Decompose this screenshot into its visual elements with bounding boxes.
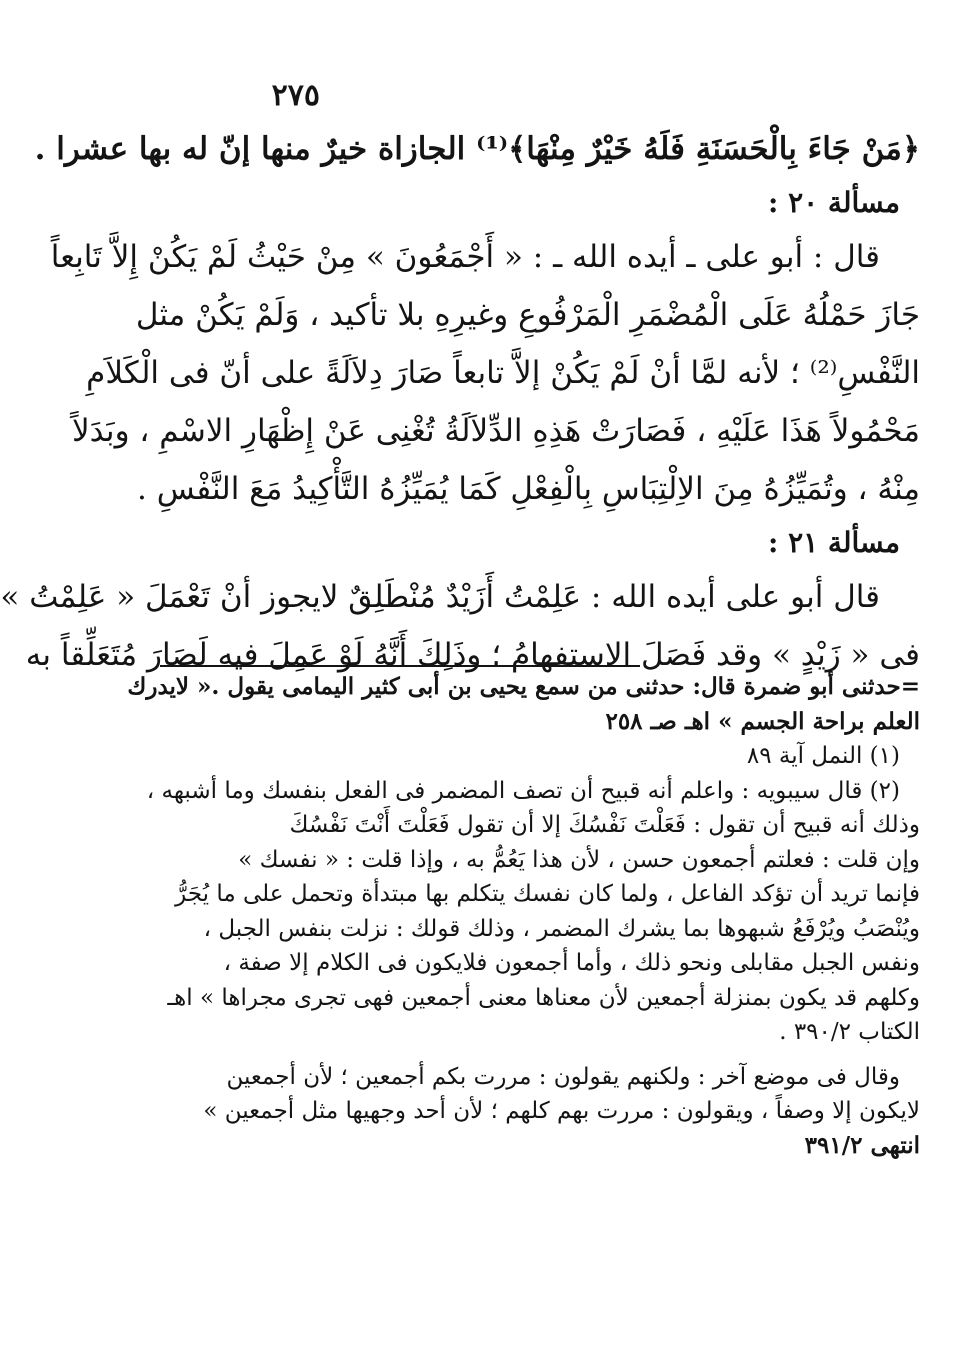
footnote-2-line: ونفس الجبل مقابلى ونحو ذلك ، وأما أجمعون فلايكون فى الكلام إلا صفة ، (223, 950, 920, 976)
issue-20-heading: مسألة ٢٠ : (768, 186, 900, 219)
issue-21-line: قال أبو على أيده الله : عَلِمْتُ أَزَيْدٌ مُنْطَلِقٌ لايجوز أنْ تَعْمَلَ « عَلِمْتُ » (0, 579, 880, 615)
issue-20-line: قال : أبو على ـ أيده الله ـ : « أَجْمَعُونَ » مِنْ حَيْثُ لَمْ يَكُنْ إِلاَّ تَابِعاً (50, 239, 880, 275)
footnote-2-line: وذلك أنه قبيح أن تقول : فَعَلْتَ نَفْسُكَ إلا أن تقول فَعَلْتَ أَنْتَ نَفْسُكَ (289, 812, 920, 838)
footnote-2-continued-line: لايكون إلا وصفاً ، ويقولون : مررت بهم كلهم ؛ لأن أحد وجهيها مثل أجمعين » (203, 1098, 920, 1124)
footnote-2-line: وإن قلت : فعلتم أجمعون حسن ، لأن هذا يَعُمُّ به ، وإذا قلت : « نفسك » (238, 846, 920, 873)
footnote-continuation-line: =حدثنى أبو ضمرة قال: حدثنى من سمع يحيى بن أبى كثير اليمامى يقول .« لايدرك (127, 673, 920, 700)
main-text (0, 120, 920, 684)
footnote-separator (160, 665, 640, 667)
footnote-continuation-line: العلم براحة الجسم » اهـ صـ ٢٥٨ (605, 707, 920, 735)
page-number: ٢٧٥ (271, 78, 320, 113)
footnote-2-line: الكتاب ٣٩٠/٢ . (779, 1019, 920, 1045)
footnote-2-line: ويُنْصَبُ ويُرْفَعُ شبهوها بما يشرك المضمر ، وذلك قولك : نزلت بنفس الجبل ، (203, 915, 920, 942)
issue-20-line: النَّفْسِ⁽²⁾ ؛ لأنه لمَّا أنْ لَمْ يَكُنْ إلاَّ تابعاً صَارَ دِلاَلَةً على أنّ فى الْكَلاَمِ (86, 355, 920, 391)
issue-20-line: مِنْهُ ، وتُمَيِّزُهُ مِنَ الاِلْتِبَاسِ بِالْفِعْلِ كَمَا يُمَيِّزُهُ التَّأْكِيدُ مَعَ النَّفْسِ . (137, 471, 920, 507)
footnote-2-continued-line: انتهى ٣٩١/٢ (804, 1131, 920, 1159)
issue-20-line: مَحْمُولاً هَذَا عَلَيْهِ ، فَصَارَتْ هَذِهِ الدِّلاَلَةُ تُغْنِى عَنْ إِظْهَارِ الاسْمِ ، وبَدَلاً (71, 413, 920, 449)
issue-20-line: جَازَ حَمْلُهُ عَلَى الْمُضْمَرِ الْمَرْفُوعِ وغيرِهِ بلا تأكيد ، وَلَمْ يَكُنْ مثل (135, 297, 920, 333)
issue-21-heading: مسألة ٢١ : (768, 526, 900, 559)
issue-21-line: فى « زَيْدٍ » وقد فَصَلَ الاستفهامُ ؛ وذَلِكَ أَنَّهُ لَوْ عَمِلَ فيه لَصَارَ مُتَعَلِّقاً به (25, 637, 920, 673)
quran-verse-line: ﴿مَنْ جَاءَ بِالْحَسَنَةِ فَلَهُ خَيْرٌ مِنْهَا﴾⁽¹⁾ الجازاة خيرٌ منها إنّ له بها عشرا . (34, 131, 920, 167)
footnote-2-continued-line: وقال فى موضع آخر : ولكنهم يقولون : مررت بكم أجمعين ؛ لأن أجمعين (226, 1063, 900, 1090)
footnote-2-line: (٢) قال سيبويه : واعلم أنه قبيح أن تصف المضمر فى الفعل بنفسك وما أشبهه ، (146, 777, 900, 804)
footnote-2-line: وكلهم قد يكون بمنزلة أجمعين لأن معناها معنى أجمعين فهى تجرى مجراها » اهـ (167, 984, 920, 1011)
footnote-1: (١) النمل آية ٨٩ (746, 743, 900, 769)
footnote-2-line: فإنما تريد أن تؤكد الفاعل ، ولما كان نفسك يتكلم بها مبتدأة وتحمل على ما يُجَرُّ (175, 881, 920, 907)
footnotes (127, 670, 920, 1163)
